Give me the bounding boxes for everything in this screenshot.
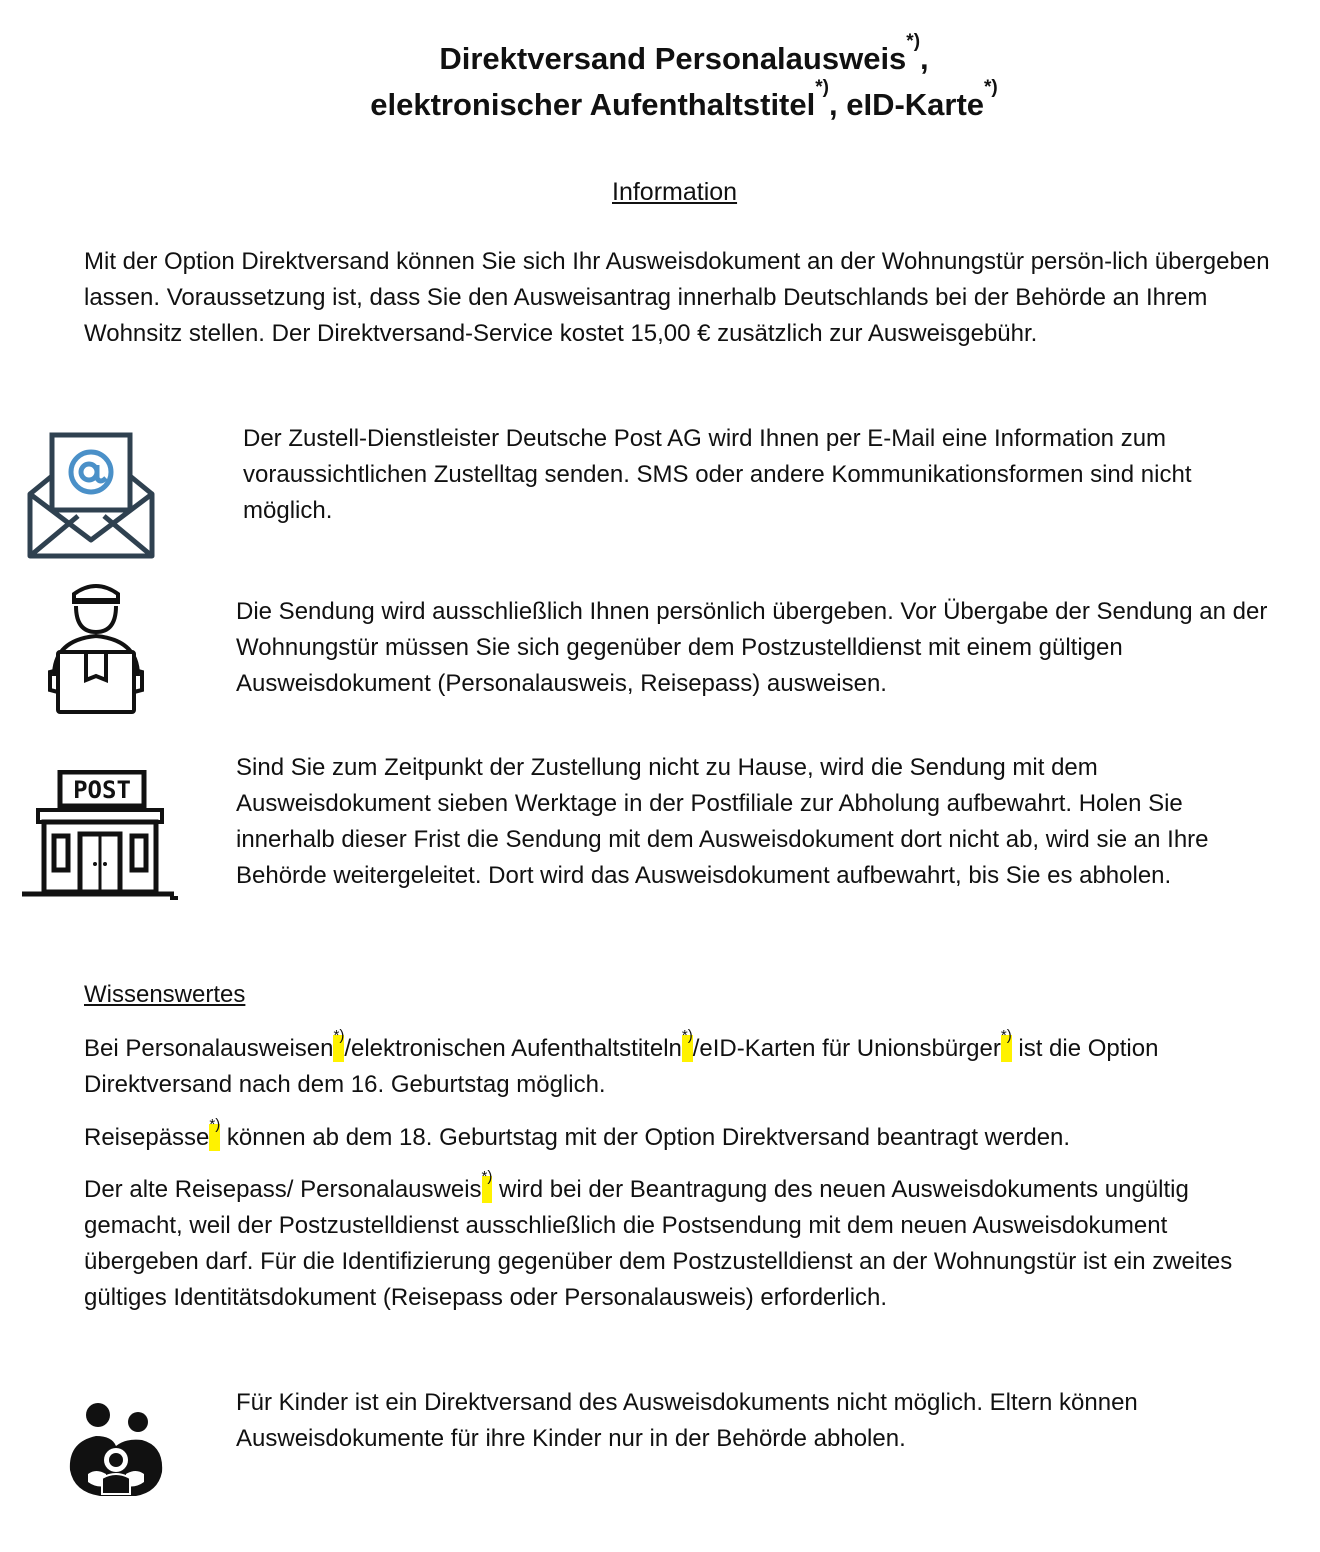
post-office-icon <box>20 770 180 902</box>
footnote-highlight: *) <box>333 1035 344 1062</box>
courier-icon <box>44 580 148 716</box>
post-office-info-paragraph: Sind Sie zum Zeitpunkt der Zustellung nicht zu Hause, wird die Sendung mit dem Ausweisdokument sieben Werktage in der Postfiliale zur Abholung aufbewahrt. Holen Sie innerhalb dieser Frist die Sendung mit dem Ausweisdokument dort nicht ab, wird sie an Ihre Behörde weitergeleitet. Dort wird das Ausweisdokument aufbewahrt, bis Sie es abholen. <box>236 754 1209 889</box>
footnote-highlight: *) <box>1001 1035 1012 1062</box>
intro-paragraph: Mit der Option Direktversand können Sie sich Ihr Ausweisdokument an der Wohnungstür persön-lich übergeben lassen. Voraussetzung ist, dass Sie den Ausweisantrag innerhalb Deutschlands bei der Behörde an Ihrem Wohnsitz stellen. Der Direktversand-Service kostet 15,00 € zusätzlich zur Ausweisgebühr. <box>84 248 1270 347</box>
email-icon <box>26 432 156 560</box>
old-document-paragraph: Der alte Reisepass/ Personalausweis*) wird bei der Beantragung des neuen Ausweisdokuments ungültig gemacht, weil der Postzustelldienst ausschließlich die Postsendung mit dem neuen Ausweisdokument übergeben darf. Für die Identifizierung gegenüber dem Postzustelldienst an der Wohnungstür ist ein zweites gültiges Identitätsdokument (Reisepass oder Personalausweis) erforderlich. <box>84 1168 1233 1311</box>
page-title-line-1: Direktversand Personalausweis*), <box>439 31 929 76</box>
courier-info-paragraph: Die Sendung wird ausschließlich Ihnen persönlich übergeben. Vor Übergabe der Sendung an der Wohnungstür müssen Sie sich gegenüber dem Postzustelldienst mit einem gültigen Ausweisdokument (Personalausweis, Reisepass) ausweisen. <box>236 598 1268 697</box>
title-footnote-mark: *) <box>984 77 998 98</box>
age-16-paragraph: Bei Personalausweisen*)/elektronischen Aufenthaltstiteln*)/eID-Karten für Unionsbürger*) ist die Option Direktversand nach dem 16. Geburtstag möglich. <box>84 1027 1159 1098</box>
title-footnote-mark: *) <box>906 31 921 52</box>
post-sign-label: POST <box>73 776 131 804</box>
age-18-paragraph: Reisepässe*) können ab dem 18. Geburtstag mit der Option Direktversand beantragt werden. <box>84 1116 1071 1151</box>
information-heading: Information <box>612 178 738 206</box>
footnote-highlight: *) <box>209 1124 220 1151</box>
children-info-paragraph: Für Kinder ist ein Direktversand des Ausweisdokuments nicht möglich. Eltern können Ausweisdokumente für ihre Kinder nur in der Behörde abholen. <box>236 1389 1138 1452</box>
family-icon <box>66 1402 166 1502</box>
footnote-highlight: *) <box>682 1035 693 1062</box>
wissenswertes-heading: Wissenswertes <box>84 981 246 1008</box>
page-title-line-2: elektronischer Aufenthaltstitel*), eID-Karte*) <box>370 77 998 122</box>
footnote-highlight: *) <box>482 1176 493 1203</box>
email-info-paragraph: Der Zustell-Dienstleister Deutsche Post AG wird Ihnen per E-Mail eine Information zum voraussichtlichen Zustelltag senden. SMS oder andere Kommunikationsformen sind nicht möglich. <box>243 425 1192 524</box>
title-footnote-mark: *) <box>815 77 829 98</box>
